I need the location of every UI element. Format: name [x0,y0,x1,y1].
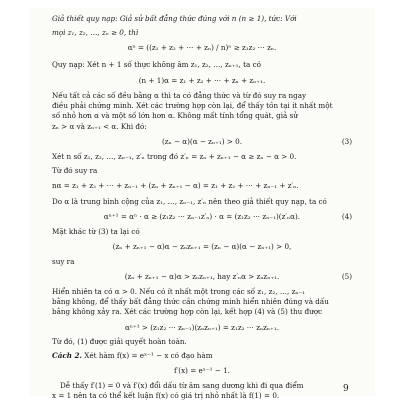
text-line [52,227,352,236]
text-line [52,323,352,332]
text-line [52,366,352,375]
line-text: Mặt khác từ (3) ta lại có [52,227,140,236]
line-text: Xét n số z₁, z₂, …, zₙ₋₁, z′ₙ trong đó z′ₙ = zₙ + zₙ₊₁ − α ≥ zₙ − α > 0. [52,152,297,161]
line-text: bằng không xảy ra. Xét các trường hợp còn lại, kết hợp (4) và (5) thu được [52,307,323,316]
text-line [52,181,352,190]
text-line [52,257,352,266]
page-number: 9 [343,384,349,394]
line-text: x = 1 nên ta có thể kết luận f(x) có giá trị nhỏ nhất là f(1) = 0. [52,391,280,400]
text-line [52,60,352,69]
method-label: Cách 2. [52,351,82,360]
text-line [52,14,352,23]
line-text: f′(x) = eˣ⁻¹ − 1. [174,366,230,375]
equation-number: (5) [341,272,352,281]
equation-number: (4) [341,212,352,221]
line-text: điều phải chứng minh. Xét các trường hợp còn lại, để thấy tồn tại ít nhất một [52,101,333,110]
text-line [52,28,352,37]
text-line [52,197,352,206]
text-line [52,152,352,161]
line-text: bằng không, để thấy bất đẳng thức cần chứng minh hiển nhiên đúng và dấu [52,297,329,306]
line-text: αⁿ = ((z₁ + z₂ + ⋯ + zₙ) / n)ⁿ ≥ z₁z₂ ⋯ zₙ. [127,43,277,52]
line-text: (zₙ + zₙ₊₁ − α)α > zₙzₙ₊₁, hay z′ₙα > zₙzₙ₊₁. [124,272,280,281]
line-text: Hiển nhiên ta có α > 0. Nếu có ít nhất một trong các số z₁, z₂, …, zₙ₋₁ [52,287,306,296]
line-text: Từ đó suy ra [52,166,98,175]
text-line [60,381,352,390]
text-line [52,242,352,251]
text-line [52,91,352,100]
line-text: αⁿ⁺¹ > (z₁z₂ ⋯ zₙ₋₁)(zₙzₙ₊₁) = z₁z₂ ⋯ zₙzₙ₊₁. [124,323,279,332]
line-text: Dễ thấy f′(1) = 0 và f′(x) đổi dấu từ âm sang dương khi đi qua điểm [60,381,304,390]
text-line [52,111,352,120]
line-text: (zₙ + zₙ₊₁ − α)α − zₙzₙ₊₁ = (zₙ − α)(α − zₙ₊₁) > 0, [112,242,292,251]
line-text: mọi z₁, z₂, …, zₙ ≥ 0, thì [52,28,139,37]
text-line [52,166,352,175]
text-line [52,76,352,85]
text-line [52,122,352,131]
text-line [52,351,352,360]
equation-number: (3) [341,137,352,146]
line-text: Do α là trung bình cộng của z₁, …, zₙ₋₁, z′ₙ nên theo giả thiết quy nạp, ta có [52,197,327,206]
text-line [52,287,352,296]
line-text: suy ra [52,257,75,266]
method-text: Xét hàm f(x) = eˣ⁻¹ − x có đạo hàm [82,351,213,360]
text-line [52,272,352,281]
line-text: zₙ > α và zₙ₊₁ < α. Khi đó: [52,122,147,131]
text-line [52,43,352,52]
text-line [52,101,352,110]
line-text: Giả thiết quy nạp: Giả sử bất đẳng thức đúng với n (n ≥ 1), tức: Với [52,14,297,23]
line-text: αⁿ⁺¹ = αⁿ · α ≥ (z₁z₂ ⋯ zₙ₋₁z′ₙ) · α = (z₁z₂ ⋯ zₙ₋₁)(z′ₙα). [103,212,301,221]
line-text: (zₙ − α)(α − zₙ₊₁) > 0. [161,137,243,146]
text-line [52,307,352,316]
line-text: nα = z₁ + z₂ + ⋯ + zₙ₋₁ + (zₙ + zₙ₊₁ − α) = z₁ + z₂ + ⋯ + zₙ₋₁ + z′ₙ. [52,181,299,190]
line-text: Nếu tất cả các số đều bằng α thì ta có đẳng thức và từ đó suy ra ngay [52,91,307,100]
line-text: Quy nạp: Xét n + 1 số thực không âm z₁, z₂, …, zₙ₊₁, ta có [52,60,261,69]
text-line [52,137,352,146]
line-text: số nhỏ hơn α và một số lớn hơn α. Không mất tính tổng quát, giả sử [52,111,298,120]
text-line [52,212,352,221]
text-line [52,337,352,346]
text-line [52,391,352,400]
text-line [52,297,352,306]
line-text: Từ đó, (1) được giải quyết hoàn toàn. [52,337,187,346]
line-text: (n + 1)α = z₁ + z₂ + ⋯ + zₙ + zₙ₊₁. [138,76,266,85]
